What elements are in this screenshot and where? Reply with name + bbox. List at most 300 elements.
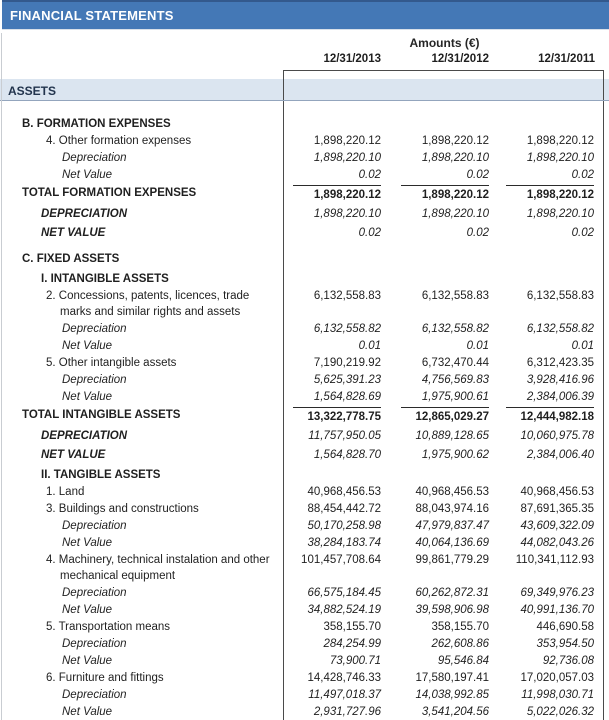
value-text: 1,898,220.12 — [293, 185, 381, 203]
value-text: 1,564,828.69 — [313, 391, 381, 403]
row-value — [390, 618, 498, 635]
value-text: 14,428,746.33 — [307, 672, 381, 684]
value-text: 43,609,322.09 — [520, 520, 594, 532]
table-row — [0, 463, 609, 483]
row-value — [498, 534, 604, 551]
value-text: 99,861,779.29 — [415, 554, 489, 566]
row-value — [283, 601, 390, 618]
row-value — [283, 635, 390, 652]
row-label-text: Net Value — [62, 391, 113, 403]
value-text: 6,312,423.35 — [526, 357, 594, 369]
column-header-2013: 12/31/2013 — [323, 53, 381, 65]
row-value — [390, 463, 498, 483]
spacer-cell — [283, 79, 390, 100]
table-row — [0, 669, 609, 686]
table-row — [0, 203, 609, 222]
row-label — [0, 248, 283, 267]
row-label-text: Depreciation — [62, 689, 127, 701]
row-value — [390, 371, 498, 388]
value-text: 47,979,837.47 — [415, 520, 489, 532]
table-row — [0, 371, 609, 388]
column-header-2011: 12/31/2011 — [538, 53, 595, 65]
row-value — [390, 132, 498, 149]
spacer-cell — [390, 101, 498, 113]
table-row — [0, 337, 609, 354]
spacer-cell — [0, 101, 283, 113]
row-label — [0, 463, 283, 483]
row-value — [390, 337, 498, 354]
row-value — [283, 584, 390, 601]
row-value — [283, 444, 390, 463]
row-value — [498, 444, 604, 463]
value-text: 1,898,220.12 — [506, 185, 594, 203]
row-value — [283, 287, 390, 320]
row-label — [0, 703, 283, 720]
row-value — [390, 287, 498, 320]
row-label — [0, 388, 283, 405]
row-label-text: 2. Concessions, patents, licences, trade marks and similar rights and assets — [46, 290, 250, 318]
value-text: 88,043,974.16 — [415, 503, 489, 515]
value-text: 87,691,365.35 — [520, 503, 594, 515]
row-label — [0, 444, 283, 463]
value-text: 6,132,558.82 — [313, 323, 381, 335]
row-label-text: B. FORMATION EXPENSES — [22, 118, 171, 130]
value-text: 1,898,220.12 — [401, 185, 489, 203]
row-value — [498, 500, 604, 517]
table-row — [0, 267, 609, 287]
row-value — [390, 203, 498, 222]
table-row — [0, 354, 609, 371]
row-value — [390, 183, 498, 203]
value-text: 1,898,220.10 — [421, 152, 489, 164]
row-value — [498, 287, 604, 320]
row-value — [283, 113, 390, 132]
value-text: 5,022,026.32 — [526, 706, 594, 718]
row-value — [498, 388, 604, 405]
value-text: 60,262,872.31 — [415, 587, 489, 599]
value-text: 17,580,197.41 — [415, 672, 489, 684]
value-text: 2,384,006.40 — [526, 449, 594, 461]
value-text: 3,541,204.56 — [421, 706, 489, 718]
band-gap-row — [0, 101, 609, 113]
value-text: 12,444,982.18 — [506, 407, 594, 425]
row-label-text: Net Value — [62, 340, 113, 352]
table-row — [0, 500, 609, 517]
value-text: 262,608.86 — [431, 638, 489, 650]
table-row — [0, 635, 609, 652]
row-value — [283, 248, 390, 267]
table-row — [0, 425, 609, 444]
row-label-text: TOTAL FORMATION EXPENSES — [22, 187, 197, 199]
row-value — [498, 248, 604, 267]
row-value — [283, 166, 390, 183]
row-label-text: DEPRECIATION — [41, 208, 128, 220]
row-value — [498, 149, 604, 166]
row-value — [498, 166, 604, 183]
row-value — [283, 405, 390, 425]
row-label — [0, 113, 283, 132]
row-value — [283, 483, 390, 500]
row-label-text: Depreciation — [62, 374, 127, 386]
row-value — [390, 652, 498, 669]
row-label — [0, 652, 283, 669]
row-value — [390, 388, 498, 405]
table-row — [0, 183, 609, 203]
table-row — [0, 166, 609, 183]
row-label — [0, 517, 283, 534]
row-value — [283, 241, 390, 248]
table-row — [0, 618, 609, 635]
title-bar — [2, 0, 609, 30]
row-value — [283, 320, 390, 337]
row-value — [283, 183, 390, 203]
value-text: 1,564,828.70 — [313, 449, 381, 461]
table-row — [0, 686, 609, 703]
row-value — [390, 686, 498, 703]
row-value — [498, 267, 604, 287]
value-text: 88,454,442.72 — [307, 503, 381, 515]
assets-section-header — [0, 79, 609, 101]
value-text: 0.02 — [358, 227, 381, 239]
row-label — [0, 320, 283, 337]
value-text: 0.02 — [571, 169, 594, 181]
row-value — [498, 463, 604, 483]
row-label — [0, 483, 283, 500]
row-value — [390, 703, 498, 720]
value-text: 1,898,220.10 — [313, 208, 381, 220]
value-text: 40,991,136.70 — [520, 604, 594, 616]
row-label — [0, 618, 283, 635]
value-text: 69,349,976.23 — [520, 587, 594, 599]
table-row — [0, 320, 609, 337]
row-value — [390, 149, 498, 166]
value-text: 14,038,992.85 — [415, 689, 489, 701]
row-label — [0, 551, 283, 584]
row-label — [0, 132, 283, 149]
table-row — [0, 132, 609, 149]
row-label — [0, 669, 283, 686]
row-value — [283, 652, 390, 669]
row-label-text: DEPRECIATION — [41, 430, 128, 442]
row-value — [390, 425, 498, 444]
table-row — [0, 222, 609, 241]
value-text: 358,155.70 — [323, 621, 381, 633]
row-label-text: 1. Land — [46, 486, 85, 498]
row-value — [390, 635, 498, 652]
value-text: 11,497,018.37 — [308, 689, 381, 701]
page-left-border — [1, 33, 2, 720]
value-text: 1,898,220.12 — [421, 135, 489, 147]
value-text: 2,384,006.39 — [526, 391, 594, 403]
value-text: 38,284,183.74 — [307, 537, 381, 549]
row-value — [283, 132, 390, 149]
value-text: 0.01 — [358, 340, 381, 352]
value-text: 17,020,057.03 — [520, 672, 594, 684]
table-spacer-row — [0, 241, 609, 248]
table-row — [0, 405, 609, 425]
row-label — [0, 203, 283, 222]
value-text: 6,132,558.82 — [421, 323, 489, 335]
row-label — [0, 287, 283, 320]
value-text: 1,975,900.61 — [421, 391, 489, 403]
row-value — [283, 425, 390, 444]
row-label-text: Depreciation — [62, 587, 127, 599]
value-text: 11,757,950.05 — [308, 430, 381, 442]
row-label — [0, 166, 283, 183]
row-value — [498, 635, 604, 652]
table-row — [0, 703, 609, 720]
row-value — [498, 183, 604, 203]
table-row — [0, 388, 609, 405]
value-text: 34,882,524.19 — [307, 604, 381, 616]
row-value — [283, 551, 390, 584]
spacer-cell — [283, 70, 390, 79]
row-value — [283, 388, 390, 405]
row-value — [498, 222, 604, 241]
spacer-cell — [498, 79, 604, 100]
value-text: 40,064,136.69 — [415, 537, 489, 549]
row-value — [498, 584, 604, 601]
row-label-text: 6. Furniture and fittings — [46, 672, 164, 684]
value-text: 2,931,727.96 — [313, 706, 381, 718]
row-label-text: Depreciation — [62, 638, 127, 650]
row-value — [283, 371, 390, 388]
row-value — [390, 248, 498, 267]
row-value — [390, 534, 498, 551]
row-value — [390, 241, 498, 248]
amounts-label: Amounts (€) — [409, 36, 480, 50]
row-value — [390, 551, 498, 584]
row-value — [498, 241, 604, 248]
table-row — [0, 517, 609, 534]
row-value — [390, 601, 498, 618]
value-text: 95,546.84 — [437, 655, 489, 667]
row-value — [498, 669, 604, 686]
row-value — [390, 166, 498, 183]
row-label-text: TOTAL INTANGIBLE ASSETS — [22, 409, 181, 421]
row-label-text: 4. Machinery, technical instalation and other mechanical equipment — [46, 554, 270, 582]
table-row — [0, 584, 609, 601]
row-label — [0, 686, 283, 703]
spacer-cell — [390, 70, 498, 79]
table-body — [0, 70, 609, 720]
value-text: 0.02 — [571, 227, 594, 239]
row-label-text: I. INTANGIBLE ASSETS — [41, 273, 169, 285]
value-text: 1,898,220.12 — [526, 135, 594, 147]
row-label — [0, 635, 283, 652]
row-label-text: NET VALUE — [41, 227, 106, 239]
row-value — [283, 669, 390, 686]
value-text: 1,975,900.62 — [421, 449, 489, 461]
table-row — [0, 248, 609, 267]
row-label — [0, 405, 283, 425]
row-label-text: Net Value — [62, 706, 113, 718]
assets-label: ASSETS — [8, 84, 57, 98]
column-header-2012: 12/31/2012 — [431, 53, 489, 65]
date-header-row — [0, 51, 609, 70]
row-value — [390, 320, 498, 337]
row-value — [390, 405, 498, 425]
row-value — [498, 113, 604, 132]
row-value — [390, 483, 498, 500]
row-label-text: Net Value — [62, 169, 113, 181]
row-value — [498, 601, 604, 618]
table-row — [0, 551, 609, 584]
column-header-area — [0, 36, 609, 70]
row-value — [390, 669, 498, 686]
row-label — [0, 584, 283, 601]
value-text: 358,155.70 — [431, 621, 489, 633]
row-value — [283, 149, 390, 166]
row-value — [498, 425, 604, 444]
value-text: 1,898,220.10 — [526, 208, 594, 220]
value-text: 66,575,184.45 — [307, 587, 381, 599]
row-value — [498, 354, 604, 371]
row-value — [498, 551, 604, 584]
value-text: 0.01 — [466, 340, 489, 352]
row-label-text: Net Value — [62, 537, 113, 549]
row-label — [0, 500, 283, 517]
spacer-cell — [498, 101, 604, 113]
row-label — [0, 222, 283, 241]
row-value — [390, 444, 498, 463]
row-label-text: Depreciation — [62, 520, 127, 532]
row-value — [498, 517, 604, 534]
row-label-text: 5. Other intangible assets — [46, 357, 177, 369]
row-value — [390, 222, 498, 241]
row-value — [283, 534, 390, 551]
table-row — [0, 149, 609, 166]
value-text: 446,690.58 — [536, 621, 594, 633]
value-text: 7,190,219.92 — [313, 357, 381, 369]
value-text: 6,732,470.44 — [421, 357, 489, 369]
value-text: 0.02 — [466, 169, 489, 181]
value-text: 73,900.71 — [329, 655, 381, 667]
row-label — [0, 534, 283, 551]
row-value — [283, 222, 390, 241]
row-value — [283, 703, 390, 720]
row-value — [498, 483, 604, 500]
table-row — [0, 534, 609, 551]
row-label — [0, 183, 283, 203]
value-text: 40,968,456.53 — [520, 486, 594, 498]
row-label-text: Net Value — [62, 655, 113, 667]
value-text: 12,865,029.27 — [401, 407, 489, 425]
row-label — [0, 241, 283, 248]
row-value — [283, 354, 390, 371]
value-text: 40,968,456.53 — [415, 486, 489, 498]
row-value — [283, 203, 390, 222]
row-label-text: II. TANGIBLE ASSETS — [41, 469, 161, 481]
row-label — [0, 354, 283, 371]
row-value — [498, 405, 604, 425]
value-text: 6,132,558.83 — [421, 290, 489, 302]
row-value — [390, 500, 498, 517]
row-value — [283, 618, 390, 635]
value-text: 44,082,043.26 — [520, 537, 594, 549]
row-label-text: 3. Buildings and constructions — [46, 503, 199, 515]
row-label-text: C. FIXED ASSETS — [22, 253, 120, 265]
row-label — [0, 267, 283, 287]
row-label-text: 5. Transportation means — [46, 621, 171, 633]
row-value — [283, 500, 390, 517]
value-text: 13,322,778.75 — [293, 407, 381, 425]
spacer-cell — [0, 70, 283, 79]
value-box-top — [0, 70, 609, 79]
table-row — [0, 113, 609, 132]
value-text: 10,060,975.78 — [520, 430, 594, 442]
value-text: 10,889,128.65 — [415, 430, 489, 442]
value-text: 5,625,391.23 — [313, 374, 381, 386]
table-row — [0, 444, 609, 463]
row-value — [498, 371, 604, 388]
page-title: FINANCIAL STATEMENTS — [10, 8, 174, 23]
row-value — [498, 652, 604, 669]
value-text: 6,132,558.82 — [526, 323, 594, 335]
row-value — [283, 337, 390, 354]
table-row — [0, 601, 609, 618]
row-value — [498, 703, 604, 720]
value-text: 3,928,416.96 — [526, 374, 594, 386]
value-text: 6,132,558.83 — [526, 290, 594, 302]
value-text: 50,170,258.98 — [307, 520, 381, 532]
row-label — [0, 149, 283, 166]
row-value — [498, 686, 604, 703]
row-value — [283, 686, 390, 703]
value-text: 284,254.99 — [323, 638, 381, 650]
row-value — [390, 267, 498, 287]
row-value — [283, 517, 390, 534]
spacer-cell — [283, 101, 390, 113]
value-text: 4,756,569.83 — [421, 374, 489, 386]
value-text: 1,898,220.10 — [526, 152, 594, 164]
table-row — [0, 287, 609, 320]
value-text: 0.02 — [358, 169, 381, 181]
row-value — [390, 354, 498, 371]
row-value — [283, 267, 390, 287]
row-label-text: Net Value — [62, 604, 113, 616]
value-text: 6,132,558.83 — [313, 290, 381, 302]
value-text: 101,457,708.64 — [301, 554, 381, 566]
value-text: 0.01 — [571, 340, 594, 352]
row-value — [498, 203, 604, 222]
row-label — [0, 337, 283, 354]
row-value — [390, 517, 498, 534]
value-text: 1,898,220.10 — [313, 152, 381, 164]
row-value — [498, 337, 604, 354]
value-text: 92,736.08 — [542, 655, 594, 667]
value-text: 0.02 — [466, 227, 489, 239]
row-label-text: 4. Other formation expenses — [46, 135, 192, 147]
row-value — [498, 320, 604, 337]
value-text: 1,898,220.10 — [421, 208, 489, 220]
value-text: 1,898,220.12 — [313, 135, 381, 147]
row-value — [498, 132, 604, 149]
row-value — [498, 618, 604, 635]
value-text: 353,954.50 — [536, 638, 594, 650]
table-row — [0, 483, 609, 500]
row-value — [283, 463, 390, 483]
row-label — [0, 601, 283, 618]
row-label-text: Depreciation — [62, 323, 127, 335]
row-label — [0, 425, 283, 444]
value-text: 39,598,906.98 — [415, 604, 489, 616]
value-text: 40,968,456.53 — [307, 486, 381, 498]
row-label-text: Depreciation — [62, 152, 127, 164]
spacer-cell — [390, 79, 498, 100]
value-text: 11,998,030.71 — [521, 689, 594, 701]
value-text: 110,341,112.93 — [515, 554, 594, 566]
